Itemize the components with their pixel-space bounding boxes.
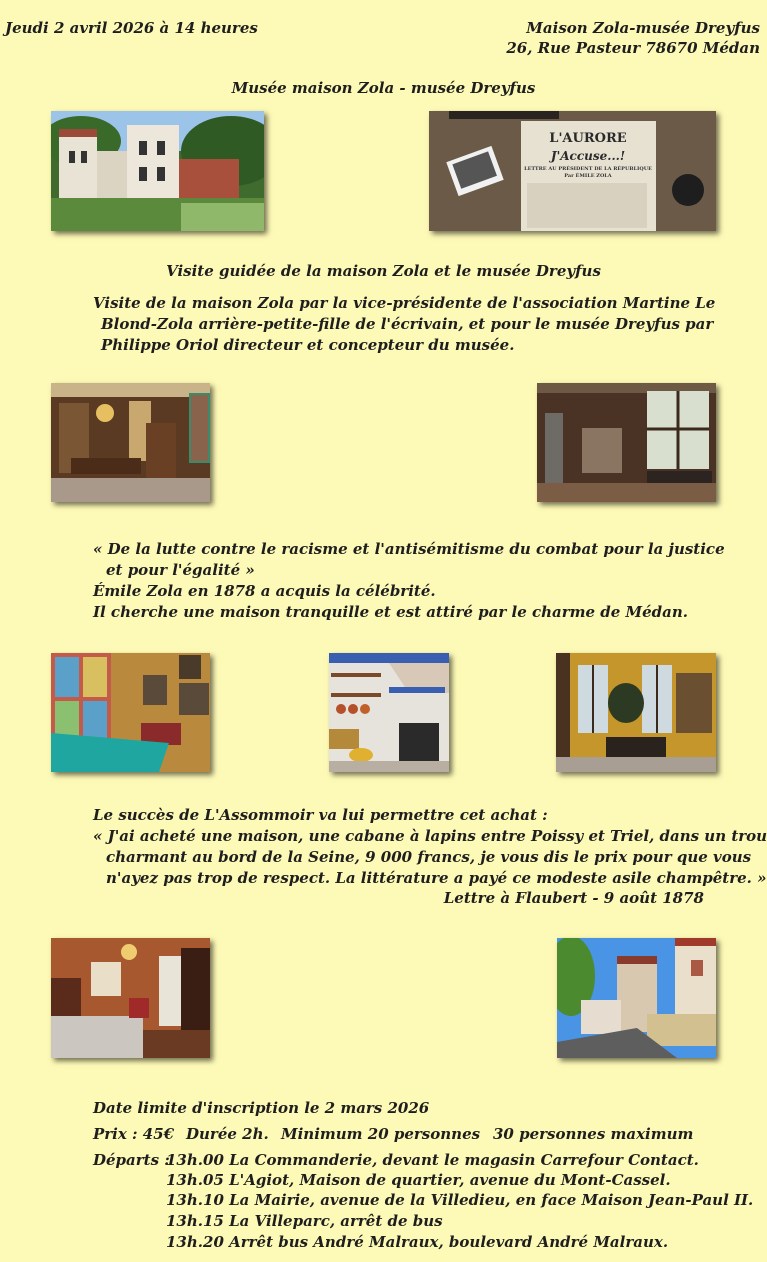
subtitle: Visite guidée de la maison Zola et le musée Dreyfus [166, 262, 601, 280]
quote2-line-3: charmant au bord de la Seine, 9 000 francs, je vous dis le prix pour que vous [106, 848, 752, 866]
quote2-signature: Lettre à Flaubert - 9 août 1878 [443, 889, 704, 907]
photo-street-view [557, 938, 716, 1058]
departure-item: 13h.20 Arrêt bus André Malraux, boulevard André Malraux. [166, 1233, 669, 1251]
page-title: Musée maison Zola - musée Dreyfus [231, 79, 536, 97]
photo-bedroom [51, 938, 210, 1058]
departure-item: 13h.10 La Mairie, avenue de la Villedieu, en face Maison Jean-Paul II. [166, 1191, 754, 1209]
quote1-line-2: et pour l'égalité » [106, 561, 255, 579]
newspaper-name: L'AURORE [549, 131, 627, 146]
intro-line-3: Philippe Oriol directeur et concepteur du musée. [101, 336, 515, 354]
quote2-line-1: Le succès de L'Assommoir va lui permettre cet achat : [93, 806, 548, 824]
newspaper-subline: LETTRE AU PRÉSIDENT DE LA RÉPUBLIQUE [524, 166, 652, 172]
departure-item: 13h.15 La Villeparc, arrêt de bus [166, 1212, 443, 1230]
quote1-line-1: « De la lutte contre le racisme et l'antisémitisme du combat pour la justice [93, 540, 725, 558]
minimum-participants: Minimum 20 personnes [281, 1125, 481, 1143]
intro-line-1: Visite de la maison Zola par la vice-présidente de l'association Martine Le [93, 294, 716, 312]
quote1-line-3: Émile Zola en 1878 a acquis la célébrité. [93, 582, 436, 600]
departures-label: Départs : [93, 1151, 170, 1169]
newspaper-headline: J'Accuse...! [550, 149, 626, 163]
departure-item: 13h.00 La Commanderie, devant le magasin Carrefour Contact. [166, 1151, 699, 1169]
newspaper-author: Par ÉMILE ZOLA [564, 173, 612, 179]
intro-line-2: Blond-Zola arrière-petite-fille de l'écrivain, et pour le musée Dreyfus par [101, 315, 714, 333]
photo-billiard-room [51, 653, 210, 772]
venue-address: 26, Rue Pasteur 78670 Médan [506, 39, 760, 57]
event-date: Jeudi 2 avril 2026 à 14 heures [5, 19, 258, 37]
quote2-line-4: n'ayez pas trop de respect. La littérature a payé ce modeste asile champêtre. » [106, 869, 767, 887]
price: Prix : 45€ [93, 1125, 175, 1143]
quote2-line-2: « J'ai acheté une maison, une cabane à lapins entre Poissy et Triel, dans un trou [93, 827, 767, 845]
photo-aurore-jaccuse [429, 111, 716, 231]
photo-salon [556, 653, 716, 772]
photo-dining-room [51, 383, 210, 502]
photo-study-room [537, 383, 716, 502]
venue-name: Maison Zola-musée Dreyfus [526, 19, 760, 37]
departure-item: 13h.05 L'Agiot, Maison de quartier, avenue du Mont-Cassel. [166, 1171, 671, 1189]
maximum-participants: 30 personnes maximum [493, 1125, 694, 1143]
registration-deadline: Date limite d'inscription le 2 mars 2026 [93, 1099, 430, 1117]
photo-kitchen [329, 653, 449, 772]
photo-maison-zola-exterior [51, 111, 264, 231]
quote1-line-4: Il cherche une maison tranquille et est attiré par le charme de Médan. [93, 603, 688, 621]
duration: Durée 2h. [186, 1125, 269, 1143]
